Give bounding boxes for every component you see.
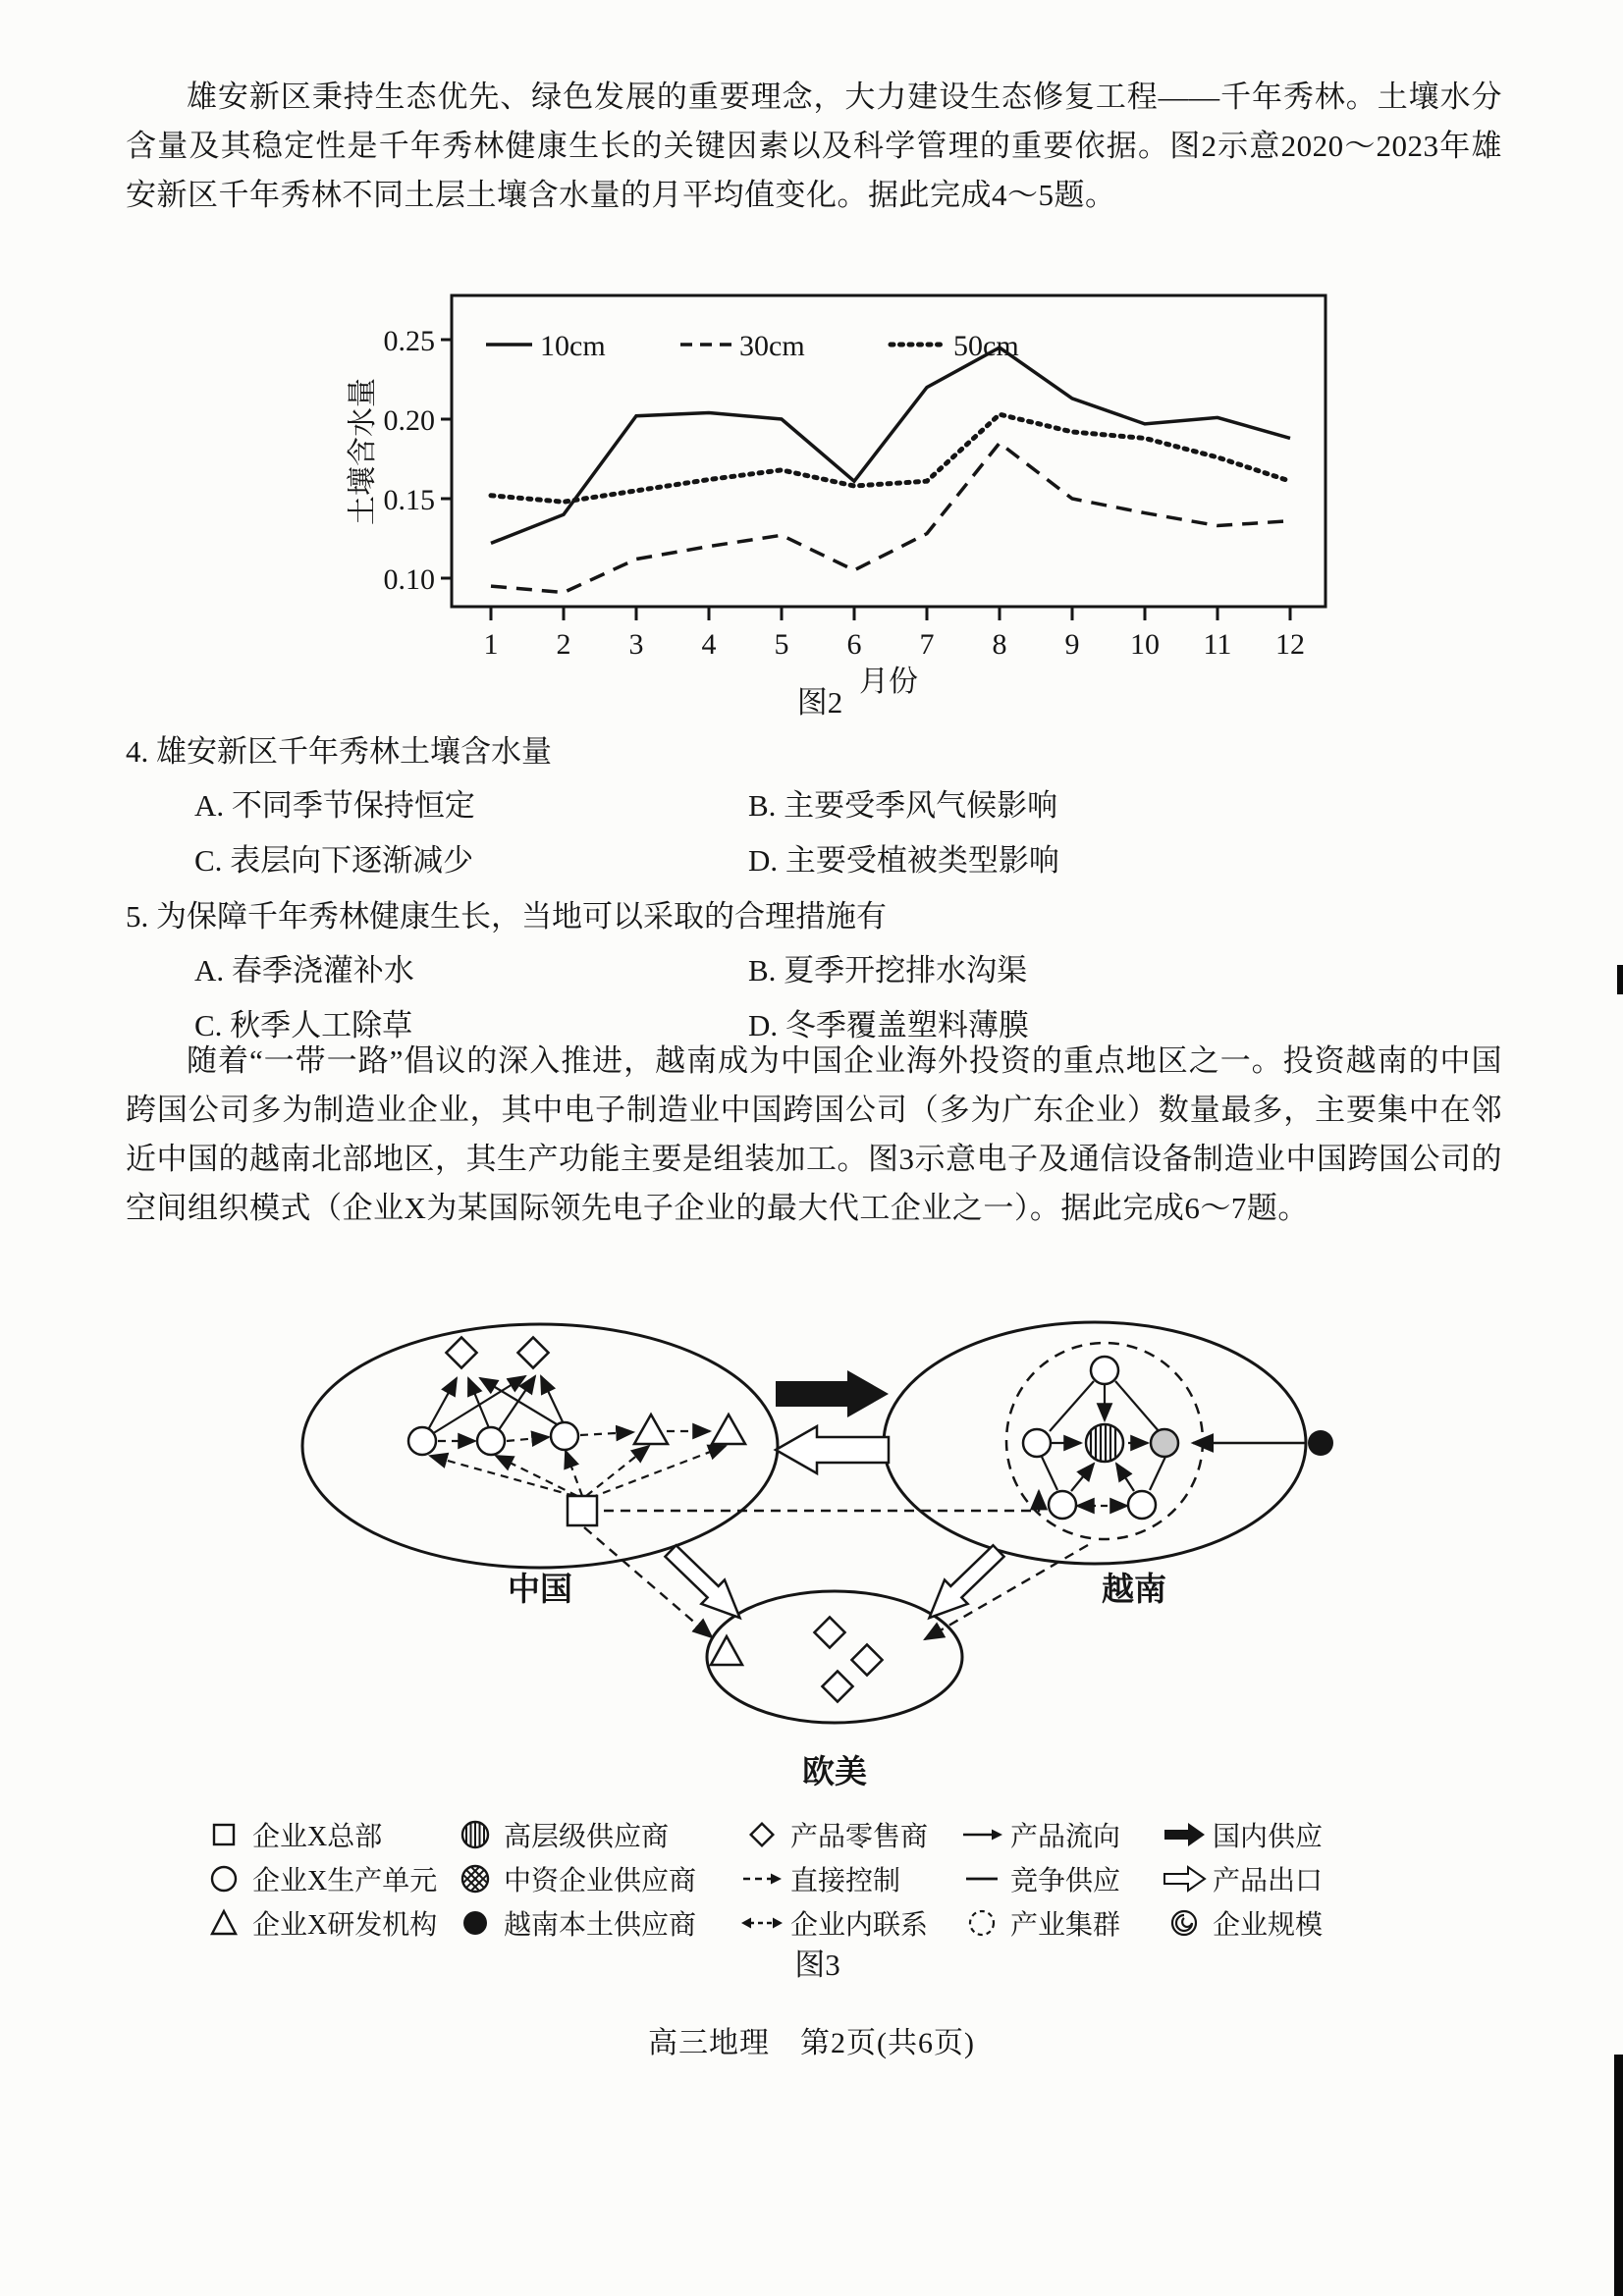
west-retailer-diamond <box>814 1617 844 1647</box>
west-label: 欧美 <box>802 1755 867 1790</box>
legend-item: 越南本土供应商 <box>453 1903 739 1943</box>
retailer-diamond <box>446 1337 476 1367</box>
svg-text:2: 2 <box>556 628 571 661</box>
china-export-arrow <box>659 1539 751 1630</box>
svg-text:土壤含水量: 土壤含水量 <box>347 378 379 525</box>
square-icon <box>201 1819 246 1850</box>
svg-text:50cm: 50cm <box>953 330 1019 362</box>
production-unit-node <box>408 1427 436 1455</box>
svg-text:8: 8 <box>992 628 1007 661</box>
local-supplier-node <box>1308 1430 1333 1456</box>
svg-text:5: 5 <box>774 628 789 661</box>
vietnam-label: 越南 <box>1102 1573 1166 1608</box>
svg-text:11: 11 <box>1203 628 1232 661</box>
legend-item: 国内供应 <box>1162 1815 1440 1854</box>
svg-text:0.10: 0.10 <box>383 563 435 596</box>
svg-text:1: 1 <box>483 628 499 661</box>
hatched-circle-icon <box>453 1819 498 1850</box>
dashed-arrow-icon <box>739 1863 784 1895</box>
legend-item: 企业X研发机构 <box>201 1903 453 1943</box>
q5-option-c: C. 秋季人工除草 <box>194 1008 413 1042</box>
soil-moisture-chart <box>290 251 1350 703</box>
spiral-circle-icon <box>1162 1907 1207 1939</box>
dashed-circle-icon <box>959 1907 1004 1939</box>
diamond-icon <box>739 1819 784 1850</box>
china-label: 中国 <box>508 1573 572 1608</box>
cluster-node-grey <box>1151 1429 1178 1457</box>
svg-text:10cm: 10cm <box>540 330 606 362</box>
hq-control-vietnam-link <box>604 1491 1039 1511</box>
passage-xiongan: 雄安新区秉持生态优先、绿色发展的重要理念，大力建设生态修复工程——千年秀林。土壤水分含量及其稳定性是千年秀林健康生长的关键因素以及科学管理的重要依据。图2示意2020～2023年雄安新区千年秀林不同土层土壤含水量的月平均值变化。据此完成4～5题。 <box>126 80 1502 212</box>
legend-item: 产品零售商 <box>739 1815 959 1854</box>
scan-artifact <box>1614 2055 1623 2296</box>
legend-item: 直接控制 <box>739 1859 959 1898</box>
svg-text:12: 12 <box>1275 628 1305 661</box>
rnd-node <box>712 1415 745 1444</box>
svg-text:月份: 月份 <box>859 666 918 698</box>
filled-block-arrow-icon <box>1162 1819 1207 1850</box>
q5-option-b: B. 夏季开挖排水沟渠 <box>748 953 1028 988</box>
q5-option-d: D. 冬季覆盖塑料薄膜 <box>748 1008 1029 1042</box>
svg-text:0.25: 0.25 <box>383 325 435 357</box>
filled-circle-icon <box>453 1907 498 1939</box>
legend-item: 产品流向 <box>959 1815 1162 1854</box>
west-rnd-node <box>711 1636 742 1665</box>
legend-item: 中资企业供应商 <box>453 1859 739 1898</box>
svg-text:4: 4 <box>701 628 717 661</box>
q4-option-a: A. 不同季节保持恒定 <box>194 788 475 823</box>
q4-option-b: B. 主要受季风气候影响 <box>748 788 1058 823</box>
hollow-block-arrow-icon <box>1162 1863 1207 1895</box>
scan-artifact <box>1617 965 1623 994</box>
double-arrow-icon <box>739 1907 784 1939</box>
page-footer: 高三地理 第2页(共6页) <box>648 2027 975 2059</box>
svg-text:30cm: 30cm <box>739 330 805 362</box>
cluster-node <box>1023 1429 1051 1457</box>
svg-text:6: 6 <box>846 628 862 661</box>
product-export-arrow-west-to-china <box>776 1426 889 1473</box>
legend-item: 企业内联系 <box>739 1903 959 1943</box>
legend-item: 企业X总部 <box>201 1815 453 1854</box>
west-retailer-diamond <box>851 1644 882 1675</box>
cluster-node <box>1049 1491 1076 1519</box>
passage-vietnam: 随着“一带一路”倡议的深入推进，越南成为中国企业海外投资的重点地区之一。投资越南的中国跨国公司多为制造业企业，其中电子制造业中国跨国公司（多为广东企业）数量最多，主要集中在邻近中国的越南北部地区，其生产功能主要是组装加工。图3示意电子及通信设备制造业中国跨国公司的空间组织模式（企业X为某国际领先电子企业的最大代工企业之一）。据此完成6～7题。 <box>126 1043 1502 1225</box>
figure3-legend <box>201 1812 1440 1945</box>
svg-text:10: 10 <box>1130 628 1160 661</box>
west-region-outline <box>707 1591 962 1723</box>
cluster-node <box>1091 1357 1118 1384</box>
retailer-diamond <box>517 1337 548 1367</box>
q5-option-a: A. 春季浇灌补水 <box>194 953 414 988</box>
legend-item: 产品出口 <box>1162 1859 1440 1898</box>
svg-text:0.15: 0.15 <box>383 484 435 516</box>
legend-item: 产业集群 <box>959 1903 1162 1943</box>
triangle-icon <box>201 1907 246 1939</box>
figure2-caption: 图2 <box>796 685 843 720</box>
production-unit-node <box>477 1427 505 1455</box>
spatial-organization-diagram <box>201 1294 1429 1809</box>
solid-arrow-icon <box>959 1819 1004 1850</box>
q4-option-c: C. 表层向下逐渐减少 <box>194 843 474 878</box>
headquarters-node <box>568 1496 597 1525</box>
legend-item: 企业规模 <box>1162 1903 1440 1943</box>
question5-stem: 5. 为保障千年秀林健康生长，当地可以采取的合理措施有 <box>126 899 887 934</box>
plain-line-icon <box>959 1863 1004 1895</box>
domestic-supply-arrow <box>776 1370 889 1417</box>
q4-option-d: D. 主要受植被类型影响 <box>748 843 1059 878</box>
svg-text:7: 7 <box>919 628 935 661</box>
circle-icon <box>201 1863 246 1895</box>
rnd-node <box>634 1415 668 1444</box>
legend-item: 高层级供应商 <box>453 1815 739 1854</box>
svg-text:3: 3 <box>628 628 644 661</box>
legend-item: 竞争供应 <box>959 1859 1162 1898</box>
production-unit-node <box>551 1422 578 1450</box>
west-retailer-diamond <box>822 1671 852 1701</box>
svg-text:9: 9 <box>1064 628 1080 661</box>
figure3-caption: 图3 <box>794 1948 840 1982</box>
cluster-node <box>1128 1491 1156 1519</box>
question4-stem: 4. 雄安新区千年秀林土壤含水量 <box>126 734 552 769</box>
cross-hatched-circle-icon <box>453 1863 498 1895</box>
svg-text:0.20: 0.20 <box>383 404 435 437</box>
legend-item: 企业X生产单元 <box>201 1859 453 1898</box>
